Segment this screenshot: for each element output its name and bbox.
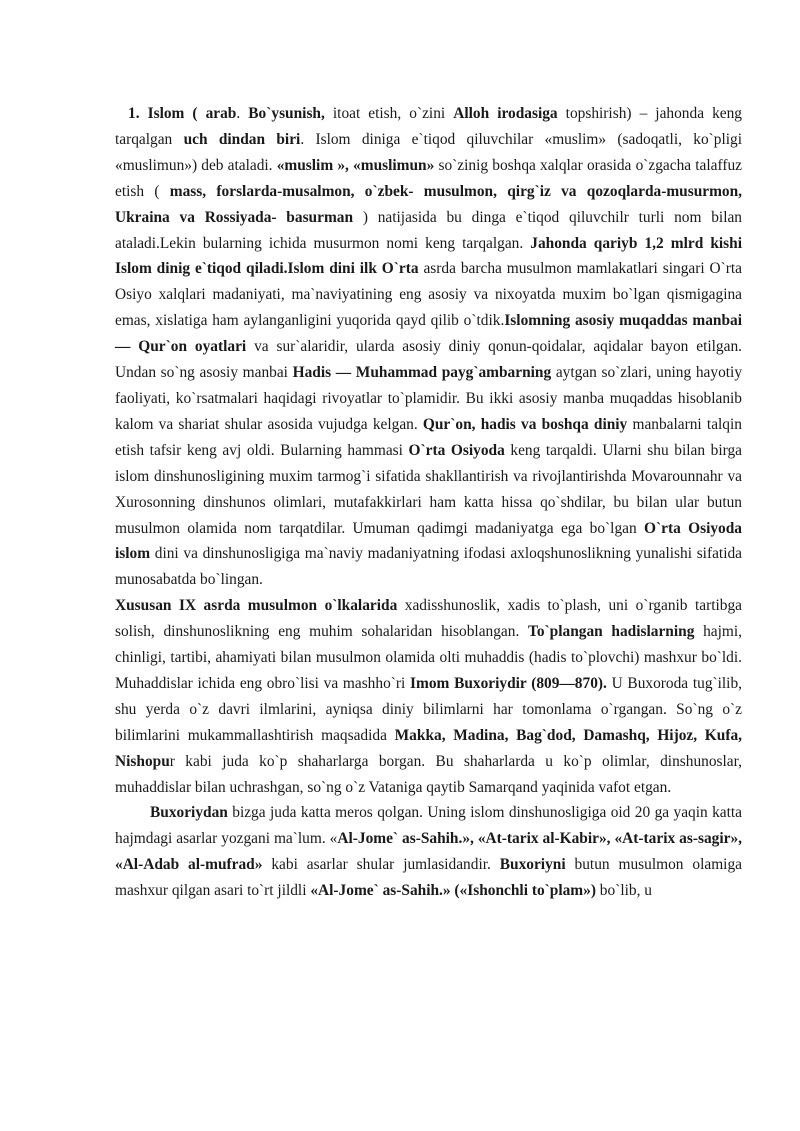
text-run: keng tarqaldi. Ularni shu bilan birga islom dinshunosligining muxim tarmog`i sifatida shakllantirish va rivojlantirishda Movarounnahr va Xurosonning dinshunos olimlari, mutafakkirlari ham katta hissa qo`shdilar, bu bilan ular butun musulmon olamida nom tarqatdilar. Umuman qadimgi madaniyatga ega bo`lgan (115, 441, 742, 537)
paragraph-3 (115, 800, 742, 904)
text-run: dini va dinshunosligiga ma`naviy madaniyatning ifodasi axloqshunoslikning yunalishi sifatida munosabatda bo`lingan. (115, 545, 742, 589)
text-run: . Islom diniga e`tiqod qiluvchilar «muslim» (sadoqatli, ko`pligi «muslimun») deb ataladi. (115, 130, 742, 174)
text-run: r kabi juda ko`p shaharlarga borgan. Bu shaharlarda u ko`p olimlar, dinshunoslar, muhaddislar bilan uchrashgan, so`ng o`z Vataniga qaytib Samarqand yaqinida vafot etgan. (115, 752, 742, 796)
text-run: itoat etish, o`zini (324, 105, 454, 122)
bold-text-run: «muslim », «muslimun» (276, 156, 435, 174)
bold-text-run: Bo`ysunish, (248, 105, 325, 122)
paragraph-2 (115, 593, 742, 800)
bold-text-run: Makka, Madina, Bag`dod, Damashq, Hijoz, Kufa, Nishopu (115, 726, 743, 770)
text-run: . (236, 105, 249, 122)
text-run: bo`lib, u (595, 882, 652, 900)
bold-text-run: «Al-Jome` as-Sahih.» («Ishonchli to`plam») (310, 882, 596, 900)
bold-text-run: Imom Buxoriydir (809—870). (410, 674, 607, 692)
bold-text-run: uch dindan biri (183, 130, 301, 148)
bold-text-run: O`rta Osiyoda (408, 441, 505, 459)
text-run: kabi asarlar shular jumlasidandir. (262, 856, 500, 874)
text-run: asrda barcha musulmon mamlakatlari singari O`rta Osiyo xalqlari madaniyati, ma`naviyatining eng asosiy va nixoyatda muxim bo`lgan qismigagina emas, xislatiga ham aylanganligini yuqorida qayd qilib o`tdik. (115, 260, 743, 330)
text-run: butun musulmon olamiga mashxur qilgan asari to`rt jildli (115, 856, 742, 900)
bold-text-run: mass, forslarda-musalmon, o`zbek- musulmon, qirg`iz va qozoqlarda-musurmon, Ukraina va Rossiyada- basurman (115, 182, 743, 226)
text-run: bizga juda katta meros qolgan. Uning islom dinshunosligiga oid 20 ga yaqin katta hajmdagi asarlar yozgani ma`lum. « (115, 804, 742, 848)
bold-text-run: Buxoriyni (499, 856, 566, 874)
bold-text-run: O`rta Osiyoda islom (115, 519, 742, 563)
bold-text-run: Qur`on, hadis va boshqa diniy (422, 415, 628, 433)
bold-text-run: Hadis — Muhammad payg`ambarning (292, 364, 552, 382)
bold-text-run: To`plangan hadislarning (528, 623, 695, 641)
bold-text-run: Buxoriydan (150, 804, 228, 822)
text-run: hajmi, chinligi, tartibi, ahamiyati bilan musulmon olamida olti muhaddis (hadis to`plovchi) mashxur bo`ldi. Muhaddislar ichida eng obro`lisi va mashho`ri (115, 623, 742, 692)
bold-text-run: 1. Islom ( arab (128, 105, 237, 122)
text-run: va sur`alaridir, ularda asosiy diniy qonun-qoidalar, aqidalar bayon etilgan. Undan so`ng asosiy manbai (115, 338, 742, 382)
bold-text-run: Xususan IX asrda musulmon o`lkalarida (115, 597, 398, 615)
bold-text-run: Jahonda qariyb 1,2 mlrd kishi Islom dinig e`tiqod qiladi.Islom dini ilk O`rta (115, 234, 742, 278)
text-run: ) natijasida bu dinga e`tiqod qiluvchilr turli nom bilan ataladi.Lekin bularning ichida musurmon nomi keng tarqalgan. (115, 208, 742, 252)
bold-text-run: Al-Jome` as-Sahih.», «At-tarix al-Kabir», «At-tarix as-sagir», «Al-Adab al-mufrad» (115, 830, 742, 874)
paragraph-1 (115, 101, 742, 593)
document-body (115, 101, 742, 904)
text-run: xadisshunoslik, xadis to`plash, uni o`rganib tartibga solish, dinshunoslikning eng muhim sohalaridan hisoblangan. (115, 597, 742, 641)
text-run: manbalarni talqin etish tafsir keng avj oldi. Bularning hammasi (115, 415, 742, 459)
text-run: U Buxoroda tug`ilib, shu yerda o`z davri ilmlarini, ayniqsa diniy bilimlarni har tomonlama o`rgangan. So`ng o`z bilimlarini mukammallashtirish maqsadida (115, 674, 743, 744)
text-run: topshirish) – jahonda keng tarqalgan (115, 105, 742, 148)
bold-text-run: Islomning asosiy muqaddas manbai — Qur`on oyatlari (115, 312, 742, 356)
text-run: so`zinig boshqa xalqlar orasida o`zgacha talaffuz etish ( (115, 156, 742, 200)
text-run: aytgan so`zlari, uning hayotiy faoliyati, ko`rsatmalari haqidagi rivoyatlar to`plamidir. Bu ikki asosiy manba muqaddas hisoblanib kalom va shariat shular asosida vujudga kelgan. (115, 364, 743, 433)
bold-text-run: Alloh irodasiga (453, 105, 558, 122)
